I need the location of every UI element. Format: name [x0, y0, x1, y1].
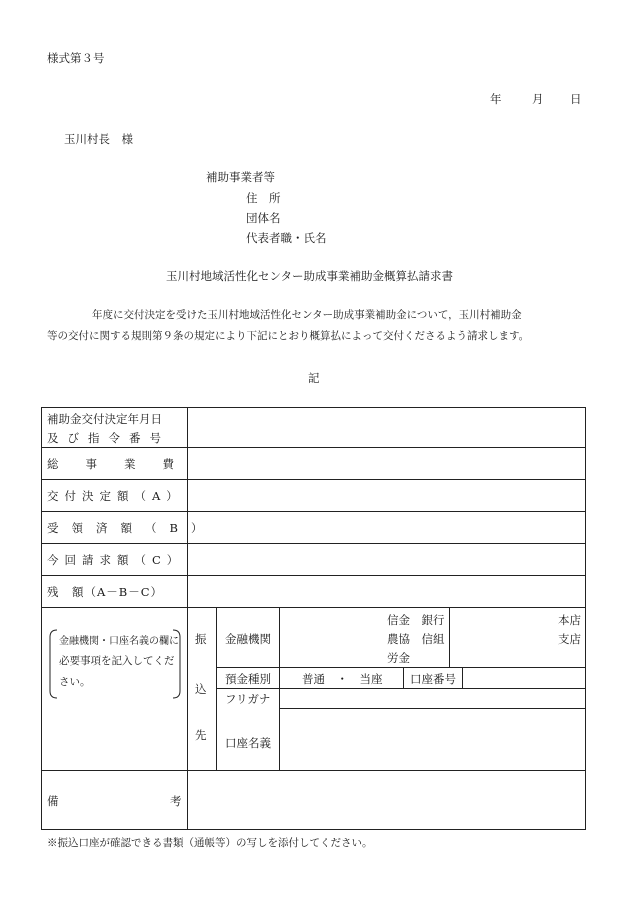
account-number-input[interactable]	[463, 668, 585, 688]
decision-date-value[interactable]	[188, 408, 585, 447]
institution-label: 金融機関	[225, 632, 271, 646]
ki-heading: 記	[308, 371, 320, 385]
date-day-label: 日	[570, 92, 582, 106]
date-year-label: 年	[490, 92, 502, 106]
row-label-request-amount: 今回請求額（C）	[47, 553, 185, 567]
applicant-address-label: 住 所	[246, 191, 281, 205]
account-number-label: 口座番号	[410, 672, 456, 686]
row-label-decision-date-2: 及び指令番号	[47, 431, 170, 445]
account-holder-label: 口座名義	[225, 736, 271, 750]
deposit-type-label: 預金種別	[225, 672, 271, 686]
bank-note-line-1: 金融機関・口座名義の欄に	[59, 636, 179, 647]
left-bracket-icon	[47, 629, 59, 699]
body-line-1: 年度に交付決定を受けた玉川村地域活性化センター助成事業補助金について，玉川村補助金	[92, 309, 522, 321]
institution-types-2: 農協 信組	[387, 632, 445, 646]
row-label-grant-amount: 交付決定額（A）	[47, 489, 184, 503]
bank-note-line-2: 必要事項を記入してくだ	[59, 655, 175, 667]
account-holder-input[interactable]	[280, 709, 585, 769]
row-label-decision-date-1: 補助金交付決定年月日	[47, 412, 162, 426]
applicant-org-label: 団体名	[246, 211, 281, 225]
institution-types-1: 信金 銀行	[387, 613, 445, 627]
body-line-2: 等の交付に関する規則第９条の規定により下記にとおり概算払によって交付くださるよう請求します。	[47, 330, 530, 342]
institution-name-input[interactable]	[280, 608, 385, 666]
deposit-type-options[interactable]: 普通 ・ 当座	[302, 672, 383, 686]
remarks-label-2: 考	[170, 794, 182, 808]
furigana-label: フリガナ	[225, 692, 271, 706]
request-amount-value[interactable]	[188, 544, 585, 575]
row-label-received-amount: 受領済額（B）	[47, 521, 216, 535]
grant-amount-value[interactable]	[188, 480, 585, 511]
remarks-label-1: 備	[47, 794, 59, 808]
document-title: 玉川村地域活性化センター助成事業補助金概算払請求書	[166, 269, 454, 283]
applicant-heading: 補助事業者等	[206, 170, 275, 184]
date-month-label: 月	[532, 92, 544, 106]
honten-label: 本店	[558, 613, 581, 627]
remarks-input[interactable]	[188, 771, 585, 829]
transfer-label-3: 先	[195, 728, 207, 742]
balance-value[interactable]	[188, 576, 585, 607]
row-label-balance: 残 額（A－B－C）	[47, 585, 164, 599]
footnote: ※振込口座が確認できる書類（通帳等）の写しを添付してください。	[47, 837, 373, 849]
total-cost-value[interactable]	[188, 448, 585, 479]
institution-types-3: 労金	[387, 651, 410, 665]
received-amount-value[interactable]	[188, 512, 585, 543]
transfer-label-1: 振	[195, 632, 207, 646]
branch-name-input[interactable]	[450, 608, 555, 666]
bank-note-line-3: さい。	[59, 676, 91, 688]
form-number: 様式第３号	[47, 51, 105, 65]
shiten-label: 支店	[558, 632, 581, 646]
addressee: 玉川村長 様	[64, 132, 133, 146]
furigana-input[interactable]	[280, 689, 585, 708]
applicant-rep-label: 代表者職・氏名	[246, 231, 327, 245]
transfer-label-2: 込	[195, 682, 207, 696]
row-label-total-cost: 総事業費	[47, 457, 201, 471]
